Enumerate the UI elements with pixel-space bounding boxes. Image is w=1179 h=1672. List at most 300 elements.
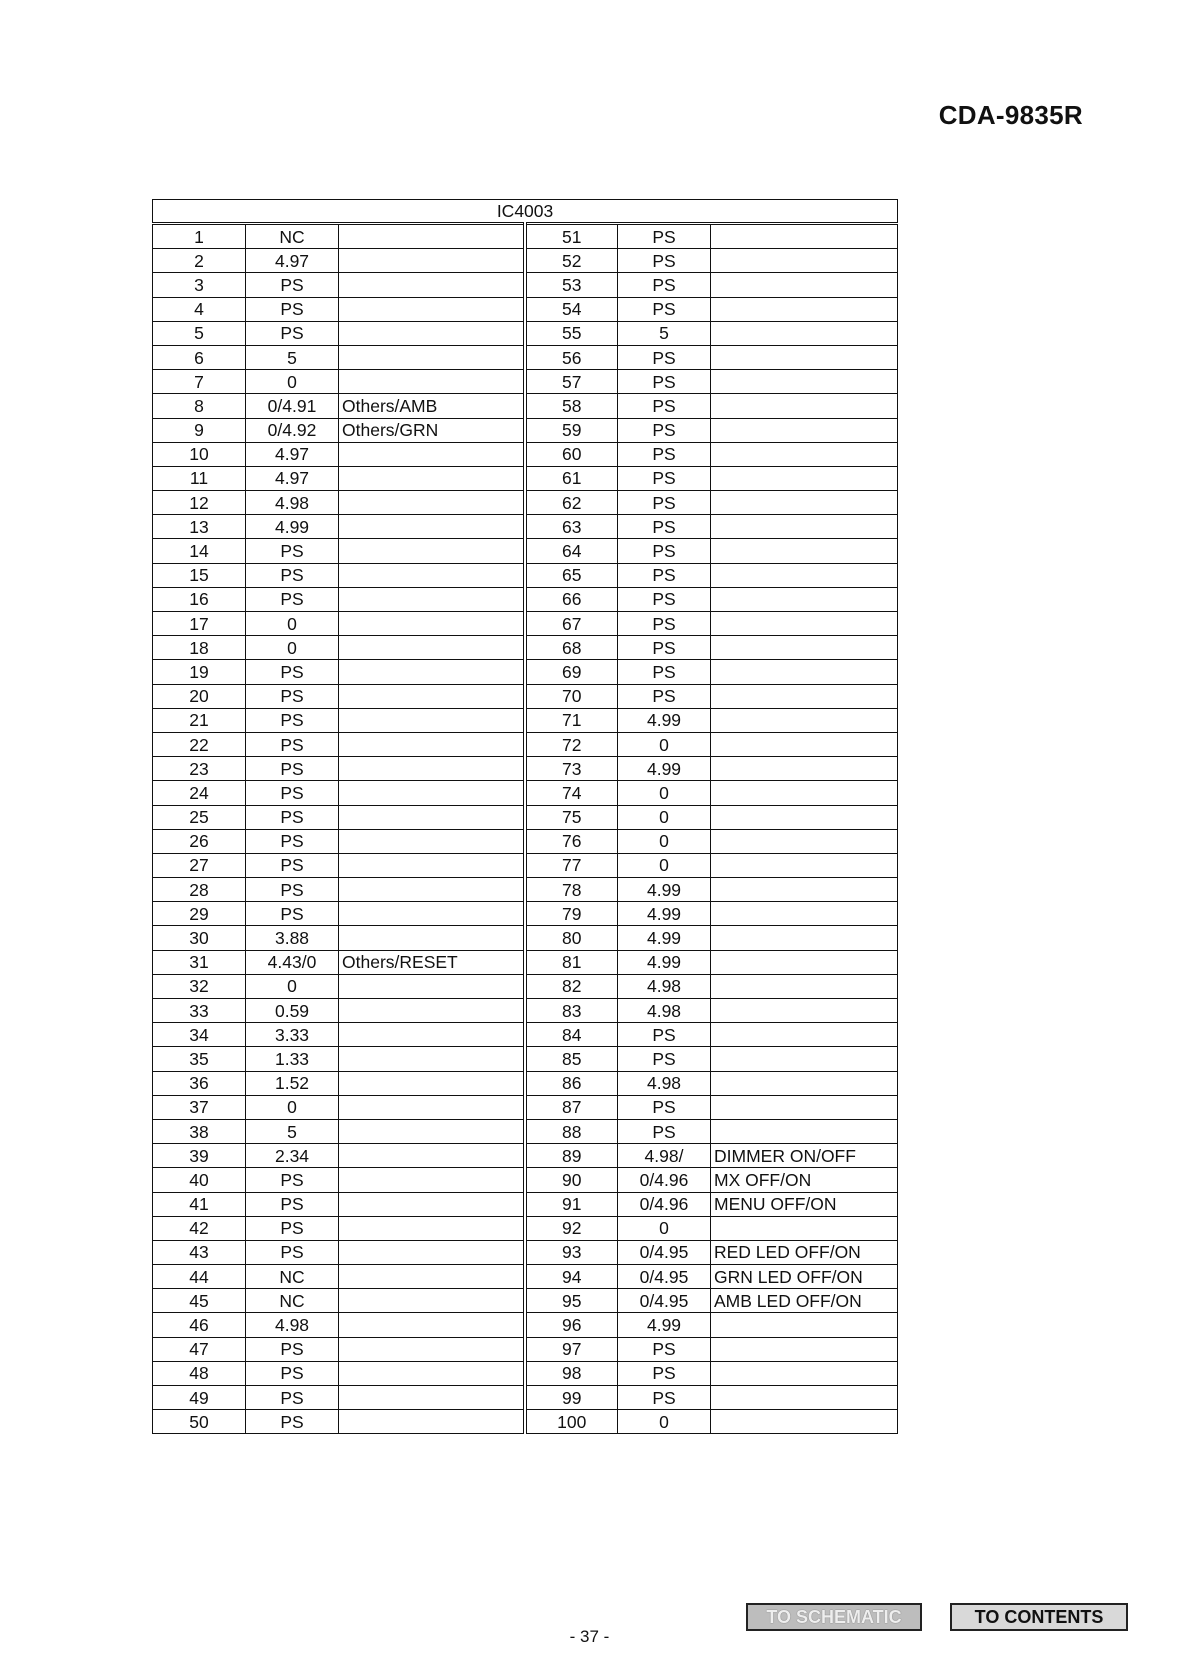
voltage-cell: PS: [246, 878, 339, 902]
voltage-cell: 4.99: [246, 515, 339, 539]
pin-number-cell: 99: [525, 1386, 618, 1410]
voltage-cell: PS: [618, 636, 711, 660]
pin-number-cell: 51: [525, 224, 618, 249]
voltage-cell: NC: [246, 1289, 339, 1313]
voltage-cell: PS: [618, 442, 711, 466]
pin-number-cell: 1: [153, 224, 246, 249]
voltage-cell: 4.99: [618, 926, 711, 950]
table-row: [153, 732, 898, 756]
voltage-cell: PS: [618, 539, 711, 563]
note-cell: [339, 1386, 525, 1410]
note-cell: [339, 636, 525, 660]
voltage-cell: PS: [246, 853, 339, 877]
pin-number-cell: 97: [525, 1337, 618, 1361]
note-cell: [711, 636, 898, 660]
note-cell: [339, 224, 525, 249]
voltage-cell: PS: [246, 587, 339, 611]
voltage-cell: 0/4.95: [618, 1240, 711, 1264]
voltage-cell: PS: [618, 1047, 711, 1071]
pin-number-cell: 56: [525, 345, 618, 369]
table-row: [153, 224, 898, 249]
voltage-cell: 0: [618, 1410, 711, 1434]
table-row: [153, 636, 898, 660]
voltage-cell: PS: [246, 684, 339, 708]
pin-number-cell: 17: [153, 612, 246, 636]
voltage-cell: PS: [618, 224, 711, 249]
pin-number-cell: 85: [525, 1047, 618, 1071]
voltage-cell: PS: [246, 1240, 339, 1264]
voltage-cell: 4.98: [246, 491, 339, 515]
pin-number-cell: 33: [153, 999, 246, 1023]
voltage-cell: 5: [246, 1119, 339, 1143]
table-row: [153, 1361, 898, 1385]
note-cell: [339, 539, 525, 563]
voltage-cell: PS: [246, 297, 339, 321]
voltage-cell: 4.99: [618, 950, 711, 974]
voltage-cell: 4.99: [618, 1313, 711, 1337]
note-cell: [339, 1168, 525, 1192]
pin-number-cell: 24: [153, 781, 246, 805]
note-cell: [711, 999, 898, 1023]
voltage-cell: PS: [618, 418, 711, 442]
table-row: [153, 1265, 898, 1289]
table-row: [153, 805, 898, 829]
pin-number-cell: 8: [153, 394, 246, 418]
voltage-cell: 0/4.92: [246, 418, 339, 442]
voltage-cell: PS: [618, 684, 711, 708]
voltage-cell: 0: [618, 732, 711, 756]
voltage-cell: PS: [618, 370, 711, 394]
voltage-cell: 4.98: [618, 974, 711, 998]
pin-number-cell: 92: [525, 1216, 618, 1240]
table-row: [153, 394, 898, 418]
note-cell: Others/AMB: [339, 394, 525, 418]
table-row: [153, 1313, 898, 1337]
note-cell: [711, 878, 898, 902]
voltage-cell: PS: [618, 563, 711, 587]
pin-number-cell: 65: [525, 563, 618, 587]
note-cell: [711, 370, 898, 394]
note-cell: [339, 1023, 525, 1047]
pin-number-cell: 9: [153, 418, 246, 442]
voltage-cell: PS: [246, 273, 339, 297]
pin-number-cell: 88: [525, 1119, 618, 1143]
to-contents-button[interactable]: TO CONTENTS: [950, 1603, 1128, 1631]
voltage-cell: 0: [246, 1095, 339, 1119]
pin-number-cell: 77: [525, 853, 618, 877]
voltage-cell: 0: [246, 974, 339, 998]
note-cell: DIMMER ON/OFF: [711, 1144, 898, 1168]
note-cell: [711, 491, 898, 515]
pin-number-cell: 72: [525, 732, 618, 756]
pin-number-cell: 48: [153, 1361, 246, 1385]
table-row: [153, 902, 898, 926]
note-cell: [711, 781, 898, 805]
note-cell: [339, 829, 525, 853]
note-cell: [711, 1386, 898, 1410]
note-cell: [339, 853, 525, 877]
note-cell: [339, 1313, 525, 1337]
table-row: [153, 1337, 898, 1361]
table-row: [153, 926, 898, 950]
table-title-row: [153, 200, 898, 224]
voltage-cell: 4.98/: [618, 1144, 711, 1168]
table-row: [153, 1168, 898, 1192]
note-cell: [339, 1047, 525, 1071]
voltage-cell: NC: [246, 1265, 339, 1289]
pin-number-cell: 28: [153, 878, 246, 902]
pin-number-cell: 54: [525, 297, 618, 321]
note-cell: [711, 515, 898, 539]
pin-number-cell: 76: [525, 829, 618, 853]
pin-number-cell: 62: [525, 491, 618, 515]
note-cell: [711, 805, 898, 829]
voltage-cell: PS: [618, 612, 711, 636]
note-cell: [711, 1313, 898, 1337]
note-cell: [711, 1071, 898, 1095]
table-row: [153, 999, 898, 1023]
note-cell: [339, 974, 525, 998]
pin-number-cell: 12: [153, 491, 246, 515]
table-row: [153, 612, 898, 636]
table-row: [153, 1144, 898, 1168]
voltage-cell: 0: [246, 636, 339, 660]
model-number: CDA-9835R: [938, 100, 1083, 130]
voltage-cell: PS: [246, 563, 339, 587]
pin-number-cell: 2: [153, 249, 246, 273]
table-row: [153, 1071, 898, 1095]
pin-number-cell: 45: [153, 1289, 246, 1313]
note-cell: GRN LED OFF/ON: [711, 1265, 898, 1289]
voltage-cell: PS: [246, 805, 339, 829]
note-cell: [339, 805, 525, 829]
note-cell: [339, 442, 525, 466]
pin-number-cell: 49: [153, 1386, 246, 1410]
note-cell: [339, 1361, 525, 1385]
pin-number-cell: 61: [525, 466, 618, 490]
voltage-cell: 0/4.91: [246, 394, 339, 418]
voltage-cell: 0/4.95: [618, 1265, 711, 1289]
table-row: [153, 1386, 898, 1410]
note-cell: [711, 1216, 898, 1240]
voltage-cell: 0: [618, 829, 711, 853]
table-row: [153, 757, 898, 781]
pin-number-cell: 98: [525, 1361, 618, 1385]
table-row: [153, 853, 898, 877]
table-row: [153, 345, 898, 369]
pin-number-cell: 22: [153, 732, 246, 756]
table-row: [153, 466, 898, 490]
voltage-cell: PS: [618, 491, 711, 515]
voltage-cell: 5: [618, 321, 711, 345]
pin-number-cell: 68: [525, 636, 618, 660]
pin-number-cell: 36: [153, 1071, 246, 1095]
voltage-cell: 4.98: [246, 1313, 339, 1337]
note-cell: [711, 612, 898, 636]
voltage-cell: PS: [618, 273, 711, 297]
note-cell: [711, 587, 898, 611]
table-row: [153, 587, 898, 611]
voltage-cell: PS: [618, 660, 711, 684]
note-cell: [711, 466, 898, 490]
pin-number-cell: 64: [525, 539, 618, 563]
note-cell: Others/RESET: [339, 950, 525, 974]
table-row: [153, 249, 898, 273]
pin-number-cell: 94: [525, 1265, 618, 1289]
voltage-cell: 4.98: [618, 999, 711, 1023]
note-cell: AMB LED OFF/ON: [711, 1289, 898, 1313]
voltage-cell: PS: [246, 708, 339, 732]
table-row: [153, 950, 898, 974]
voltage-cell: 0/4.95: [618, 1289, 711, 1313]
note-cell: [711, 418, 898, 442]
pin-number-cell: 34: [153, 1023, 246, 1047]
table-row: [153, 1192, 898, 1216]
pin-number-cell: 96: [525, 1313, 618, 1337]
voltage-cell: 1.52: [246, 1071, 339, 1095]
pin-number-cell: 15: [153, 563, 246, 587]
pin-number-cell: 7: [153, 370, 246, 394]
voltage-cell: 0: [618, 781, 711, 805]
note-cell: [711, 345, 898, 369]
pin-number-cell: 41: [153, 1192, 246, 1216]
pin-number-cell: 83: [525, 999, 618, 1023]
voltage-cell: PS: [246, 1361, 339, 1385]
note-cell: [711, 224, 898, 249]
table-row: [153, 974, 898, 998]
voltage-cell: PS: [246, 1192, 339, 1216]
voltage-cell: 0: [618, 1216, 711, 1240]
note-cell: [339, 321, 525, 345]
note-cell: [339, 515, 525, 539]
voltage-cell: PS: [246, 539, 339, 563]
voltage-cell: 3.33: [246, 1023, 339, 1047]
note-cell: [339, 587, 525, 611]
note-cell: [339, 660, 525, 684]
pin-number-cell: 74: [525, 781, 618, 805]
pin-number-cell: 6: [153, 345, 246, 369]
voltage-cell: NC: [246, 224, 339, 249]
note-cell: [711, 684, 898, 708]
note-cell: [711, 442, 898, 466]
note-cell: [711, 321, 898, 345]
voltage-cell: 4.97: [246, 466, 339, 490]
pin-number-cell: 69: [525, 660, 618, 684]
note-cell: [711, 249, 898, 273]
pin-number-cell: 93: [525, 1240, 618, 1264]
note-cell: [711, 297, 898, 321]
voltage-cell: 5: [246, 345, 339, 369]
note-cell: [711, 539, 898, 563]
note-cell: [339, 1240, 525, 1264]
pin-number-cell: 58: [525, 394, 618, 418]
voltage-cell: PS: [246, 902, 339, 926]
pin-number-cell: 63: [525, 515, 618, 539]
pin-number-cell: 40: [153, 1168, 246, 1192]
note-cell: [339, 491, 525, 515]
pin-number-cell: 91: [525, 1192, 618, 1216]
pin-number-cell: 13: [153, 515, 246, 539]
pin-number-cell: 10: [153, 442, 246, 466]
pin-number-cell: 27: [153, 853, 246, 877]
pin-number-cell: 71: [525, 708, 618, 732]
table-row: [153, 418, 898, 442]
note-cell: [711, 926, 898, 950]
note-cell: [711, 950, 898, 974]
pin-number-cell: 46: [153, 1313, 246, 1337]
voltage-cell: 4.99: [618, 708, 711, 732]
note-cell: [339, 249, 525, 273]
note-cell: [339, 1071, 525, 1095]
voltage-cell: PS: [618, 297, 711, 321]
note-cell: [339, 1410, 525, 1434]
note-cell: [711, 394, 898, 418]
note-cell: [711, 974, 898, 998]
pin-number-cell: 52: [525, 249, 618, 273]
pin-number-cell: 84: [525, 1023, 618, 1047]
table-row: [153, 829, 898, 853]
voltage-cell: 0: [618, 805, 711, 829]
pin-number-cell: 43: [153, 1240, 246, 1264]
voltage-cell: 0/4.96: [618, 1168, 711, 1192]
voltage-cell: PS: [246, 732, 339, 756]
note-cell: RED LED OFF/ON: [711, 1240, 898, 1264]
table-row: [153, 321, 898, 345]
note-cell: [711, 1361, 898, 1385]
note-cell: [339, 297, 525, 321]
note-cell: [339, 732, 525, 756]
pin-number-cell: 100: [525, 1410, 618, 1434]
note-cell: [711, 853, 898, 877]
note-cell: [339, 999, 525, 1023]
voltage-cell: 4.99: [618, 902, 711, 926]
to-schematic-button[interactable]: TO SCHEMATIC: [746, 1603, 922, 1631]
note-cell: [339, 684, 525, 708]
table-row: [153, 1216, 898, 1240]
voltage-cell: PS: [618, 587, 711, 611]
pin-number-cell: 78: [525, 878, 618, 902]
pin-number-cell: 80: [525, 926, 618, 950]
pin-number-cell: 25: [153, 805, 246, 829]
pin-number-cell: 86: [525, 1071, 618, 1095]
note-cell: [711, 708, 898, 732]
note-cell: [711, 757, 898, 781]
note-cell: [711, 1095, 898, 1119]
note-cell: [711, 1023, 898, 1047]
table-row: [153, 1289, 898, 1313]
note-cell: [711, 902, 898, 926]
note-cell: [339, 926, 525, 950]
pin-number-cell: 23: [153, 757, 246, 781]
voltage-cell: PS: [618, 1095, 711, 1119]
note-cell: [711, 1119, 898, 1143]
pin-number-cell: 73: [525, 757, 618, 781]
pin-number-cell: 37: [153, 1095, 246, 1119]
pin-number-cell: 30: [153, 926, 246, 950]
pin-number-cell: 82: [525, 974, 618, 998]
table-row: [153, 515, 898, 539]
note-cell: [339, 563, 525, 587]
pin-number-cell: 19: [153, 660, 246, 684]
voltage-cell: PS: [246, 829, 339, 853]
pin-number-cell: 95: [525, 1289, 618, 1313]
pin-number-cell: 70: [525, 684, 618, 708]
note-cell: [339, 273, 525, 297]
voltage-cell: PS: [618, 345, 711, 369]
voltage-cell: PS: [618, 1023, 711, 1047]
note-cell: [339, 1095, 525, 1119]
voltage-cell: PS: [618, 515, 711, 539]
table-row: [153, 1410, 898, 1434]
table-row: [153, 1119, 898, 1143]
pin-number-cell: 32: [153, 974, 246, 998]
pin-number-cell: 38: [153, 1119, 246, 1143]
note-cell: [711, 829, 898, 853]
note-cell: MX OFF/ON: [711, 1168, 898, 1192]
voltage-cell: PS: [246, 1168, 339, 1192]
note-cell: [711, 1047, 898, 1071]
ic-voltage-table: [152, 199, 898, 1434]
note-cell: [339, 757, 525, 781]
pin-number-cell: 66: [525, 587, 618, 611]
voltage-cell: 2.34: [246, 1144, 339, 1168]
pin-number-cell: 53: [525, 273, 618, 297]
table-row: [153, 539, 898, 563]
voltage-cell: 4.97: [246, 249, 339, 273]
pin-number-cell: 81: [525, 950, 618, 974]
pin-number-cell: 57: [525, 370, 618, 394]
table-row: [153, 1095, 898, 1119]
table-row: [153, 781, 898, 805]
note-cell: [711, 660, 898, 684]
voltage-cell: PS: [246, 1386, 339, 1410]
note-cell: [339, 1265, 525, 1289]
voltage-cell: PS: [618, 1361, 711, 1385]
pin-number-cell: 4: [153, 297, 246, 321]
pin-number-cell: 14: [153, 539, 246, 563]
note-cell: [339, 1289, 525, 1313]
voltage-cell: PS: [618, 394, 711, 418]
note-cell: [711, 1410, 898, 1434]
note-cell: [711, 1337, 898, 1361]
voltage-cell: 4.99: [618, 757, 711, 781]
note-cell: [339, 708, 525, 732]
voltage-cell: 4.97: [246, 442, 339, 466]
pin-number-cell: 59: [525, 418, 618, 442]
note-cell: [711, 273, 898, 297]
pin-number-cell: 16: [153, 587, 246, 611]
voltage-cell: 3.88: [246, 926, 339, 950]
voltage-cell: PS: [246, 757, 339, 781]
table-row: [153, 563, 898, 587]
pin-number-cell: 35: [153, 1047, 246, 1071]
voltage-cell: 0: [246, 612, 339, 636]
note-cell: [339, 345, 525, 369]
voltage-cell: 0: [618, 853, 711, 877]
pin-number-cell: 11: [153, 466, 246, 490]
note-cell: [339, 878, 525, 902]
pin-number-cell: 44: [153, 1265, 246, 1289]
voltage-cell: 0: [246, 370, 339, 394]
pin-number-cell: 5: [153, 321, 246, 345]
voltage-cell: PS: [618, 1386, 711, 1410]
note-cell: [339, 1144, 525, 1168]
pin-number-cell: 29: [153, 902, 246, 926]
pin-number-cell: 39: [153, 1144, 246, 1168]
note-cell: [339, 1337, 525, 1361]
voltage-cell: PS: [246, 781, 339, 805]
note-cell: [711, 563, 898, 587]
